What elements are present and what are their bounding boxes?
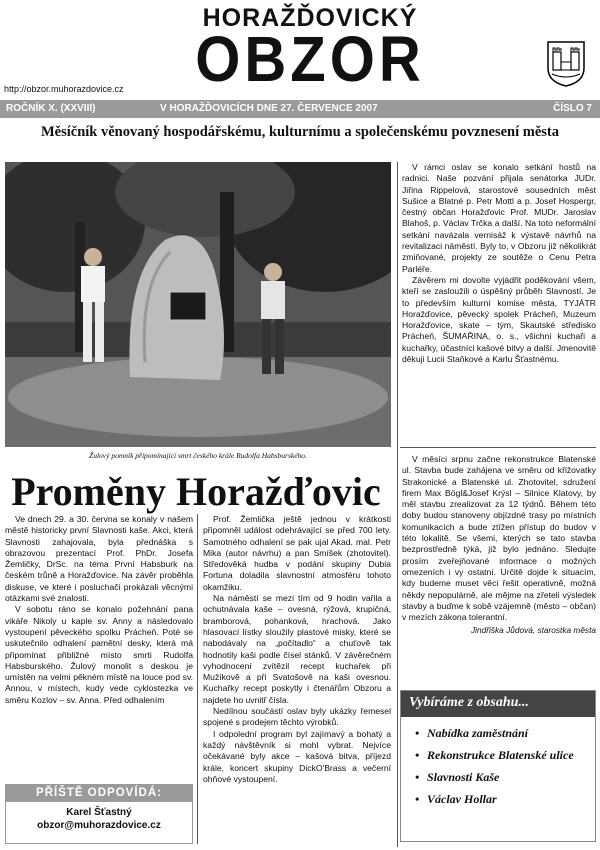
article-paragraph: V měsíci srpnu začne rekonstrukce Blatenské ul. Stavba bude zahájena ve směru od křižovatky Strakonické a Blatenské ul. Zhotovitel, sdružení firem Max Bögl&Josef Krýsl – Silnice Klatovy, by měl stavbu zrealizovat za 12 týdnů. Během této doby budou stanoveny objízdné trasy po místních komunikacích a bude ztížen přístup do budov v této lokalitě. Se všemi, kterých se tato stavba bezprostředně týká, již bylo jednáno. Sledujte prosím zveřejňované informace o možných omezeních i vy ostatní. Určitě dojde k situacím, kdy budeme muset věci řešit operativně, možná někdy nepopulárně, ale mějme na zřeteli výsledek stavby a buďme k sobě vzájemně (město – občan) v mezích zákona tolerantní. bbox=[402, 454, 596, 623]
contents-item[interactable]: • Rekonstrukce Blatenské ulice bbox=[415, 747, 585, 763]
article-paragraph: Prof. Žemlička ještě jednou v krátkosti připomněl událost odehrávající se před 700 lety. Samotného odhalení se pak ujal Akad. mal. Petr Mika (autor návrhu) a pan Smíšek (zhotovitel). Středověká hudba v podání skupiny Dubia Fortuna doladila slavnostní atmosféru tohoto okamžiku. bbox=[203, 514, 391, 592]
town-crest-icon bbox=[546, 38, 586, 88]
article-paragraph: Nedílnou součástí oslav byly ukázky řemesel spojené s prodejem těchto výrobků. bbox=[203, 706, 391, 728]
contact-name: Karel Šťastný bbox=[66, 807, 132, 818]
article-column-2 bbox=[203, 514, 391, 844]
newspaper-subtitle: Měsíčník věnovaný hospodářskému, kulturnímu a společenskému povznesení města bbox=[40, 124, 560, 140]
issue-info-bar bbox=[0, 100, 600, 118]
photo-caption: Žulový pomník připomínající smrt českého krále Rudolfa Habsburského. bbox=[89, 451, 307, 460]
monument-photo bbox=[5, 162, 391, 447]
column-divider bbox=[197, 514, 198, 844]
column-divider bbox=[397, 162, 398, 847]
article-column-1 bbox=[5, 514, 193, 784]
article-paragraph: V sobotu ráno se konalo požehnání pana vikáře Nikoly u kaple sv. Anny a následovalo vystoupení pěveckého spolku Prácheň. Poté se uskutečnilo odhalení pamětní desky, která má připomínat přibližné místo smrti Rudolfa Habsburského. Žulový monolit s deskou je umístěn na velmi pěkném místě na louce pod sv. Annou, v místech, kudy vede cyklostezka ve směru Kozlov – sv. Anna. Před odhalením bbox=[5, 604, 193, 705]
contact-heading: PŘÍŠTĚ ODPOVÍDÁ: bbox=[6, 785, 192, 802]
section-divider bbox=[400, 447, 596, 448]
contents-heading: Vybíráme z obsahu... bbox=[401, 691, 595, 717]
article-paragraph: I odpolední program byl zajímavý a bohatý a každý návštěvník si mohl vybrat. Nejvíce očekávané byly akce – kašová bitva, příjezd krále, koncert skupiny DickO'Brass a večerní ohňové vystoupení. bbox=[203, 728, 391, 784]
article-paragraph: Závěrem mi dovolte vyjádřit poděkování všem, kteří se zasloužili o úspěšný průběh Slavností. Je to především kulturní komise města, TYJÁTR Horažďovice, pěvecký spolek Prácheň, Muzeum Horažďovice, skate – tým, Skautské středisko Prácheň, ŠUMAŘINA, o. s., všichni kuchaři a kuchařky, účastníci kašové bitvy a další. Jmenovitě děkuji Lucii Staňkové a Karlu Šťastnému. bbox=[402, 274, 596, 365]
article-headline: Proměny Horažďovic bbox=[11, 469, 381, 514]
masthead-title-top: HORAŽĎOVICKÝ bbox=[202, 4, 418, 32]
contact-email[interactable]: obzor@muhorazdovice.cz bbox=[37, 820, 161, 831]
masthead bbox=[0, 0, 600, 100]
contents-list bbox=[401, 717, 595, 807]
issue-number-label: ČÍSLO 7 bbox=[553, 103, 592, 114]
author-signature: Jindřiška Jůdová, starostka města bbox=[471, 625, 596, 636]
article-column-3 bbox=[402, 162, 596, 444]
contents-item[interactable]: • Nabídka zaměstnání bbox=[415, 725, 585, 741]
volume-label: ROČNÍK X. (XXVIII) bbox=[6, 103, 96, 114]
article-paragraph: V rámci oslav se konalo setkání hostů na radnici. Naše pozvání přijala senátorka JUDr. Jiřina Rippelová, starostové sousedních měst Sušice a Blatné p. Petr Mottl a p. Josef Hospergr, čestný občan Horažďovic Prof. MUDr. Jaroslav Blahoš, p. Václav Trčka a další. Na toto neformální setkání navázala vernisáž k výstavě návrhů na revitalizaci náměstí. Byly to, v Obzoru již několikrát zmiňované, projekty ze soutěže o Cenu Petra Parléře. bbox=[402, 162, 596, 274]
website-url[interactable]: http://obzor.muhorazdovice.cz bbox=[4, 84, 124, 94]
contents-box bbox=[400, 690, 596, 842]
masthead-title-main: OBZOR bbox=[195, 23, 425, 96]
contents-item[interactable]: • Václav Hollar bbox=[415, 791, 585, 807]
contents-item[interactable]: • Slavnosti Kaše bbox=[415, 769, 585, 785]
contact-box bbox=[5, 784, 193, 844]
place-date-label: V HORAŽĎOVICÍCH DNE 27. ČERVENCE 2007 bbox=[160, 103, 378, 114]
article-paragraph: Na náměstí se mezi tím od 9 hodin vařila a ochutnávala kaše – ovesná, rýžová, krupičná, bramborová, pohanková, hrachová. Jako hlasovací lístky sloužily plastové misky, které se nabodávaly na „počítadlo“ a chuťově tak hodnotily kaši podle čísel stánků. V závěrečném vyhodnocení zvítězil recept kuchařek při Mužíkově a při Svatošově na kaši ovesnou. Kuchařky recept poskytly i čtenářům Obzoru a najdete ho uvnitř čísla. bbox=[203, 593, 391, 705]
article-paragraph: Ve dnech 29. a 30. června se konaly v našem městě historicky první Slavnosti kaše. Akci, která Slavnosti zahajovala, byla přednáška s obrazovou prezentací Prof. PhDr. Josefa Žemličky, DrSc. na téma První Habsburk na českém trůně a Horažďovice. Na závěr proběhla diskuse, ve které i posluchači prokázali věcnými otázkami své znalosti. bbox=[5, 514, 193, 604]
article-column-3-lower bbox=[402, 454, 596, 676]
